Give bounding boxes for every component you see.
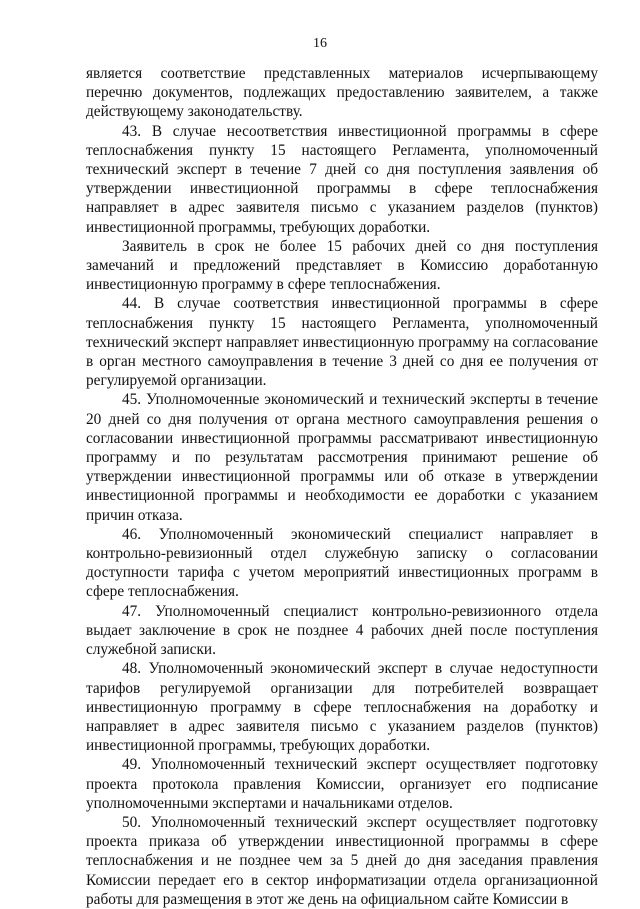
page-number: 16	[313, 36, 327, 51]
paragraph-48: 48. Уполномоченный экономический эксперт в случае недоступности тарифов регулируемой организации для потребителей возвращает инвестиционную программу в сфере теплоснабжения на доработку и направляет в адрес заявителя письмо с указанием разделов (пунктов) инвестиционной программы, требующих доработки.	[86, 660, 598, 755]
paragraph-45: 45. Уполномоченные экономический и технический эксперты в течение 20 дней со дня получения от органа местного самоуправления решения о согласовании инвестиционной программы рассматривают инвестиционную программу и по результатам рассмотрения принимают решение об утверждении инвестиционной программы или об отказе в утверждении инвестиционной программы и необходимости ее доработки с указанием причин отказа.	[86, 391, 598, 524]
document-body	[86, 64, 598, 909]
paragraph-applicant-revision: Заявитель в срок не более 15 рабочих дней со дня поступления замечаний и предложений представляет в Комиссию доработанную инвестиционную программу в сфере теплоснабжения.	[86, 237, 598, 294]
paragraph-44: 44. В случае соответствия инвестиционной программы в сфере теплоснабжения пункту 15 настоящего Регламента, уполномоченный технический эксперт направляет инвестиционную программу на согласование в орган местного самоуправления в течение 3 дней со дня ее получения от регулируемой организации.	[86, 295, 598, 390]
paragraph-43: 43. В случае несоответствия инвестиционной программы в сфере теплоснабжения пункту 15 настоящего Регламента, уполномоченный технический эксперт в течение 7 дней со дня поступления заявления об утверждении инвестиционной программы в сфере теплоснабжения направляет в адрес заявителя письмо с указанием разделов (пунктов) инвестиционной программы, требующих доработки.	[86, 122, 598, 236]
paragraph-46: 46. Уполномоченный экономический специалист направляет в контрольно-ревизионный отдел служебную записку о согласовании доступности тарифа с учетом мероприятий инвестиционных программ в сфере теплоснабжения.	[86, 525, 598, 601]
paragraph-continuation: является соответствие представленных материалов исчерпывающему перечню документов, подлежащих предоставлению заявителем, а также действующему законодательству.	[86, 65, 598, 121]
paragraph-47: 47. Уполномоченный специалист контрольно-ревизионного отдела выдает заключение в срок не позднее 4 рабочих дней после поступления служебной записки.	[86, 602, 598, 659]
paragraph-50: 50. Уполномоченный технический эксперт осуществляет подготовку проекта приказа об утверждении инвестиционной программы в сфере теплоснабжения и не позднее чем за 5 дней до дня заседания правления Комиссии передает его в сектор информатизации отдела организационной работы для размещения в этот же день на официальном сайте Комиссии в	[86, 813, 598, 908]
paragraph-49: 49. Уполномоченный технический эксперт осуществляет подготовку проекта протокола правления Комиссии, организует его подписание уполномоченными экспертами и начальниками отделов.	[86, 756, 598, 812]
